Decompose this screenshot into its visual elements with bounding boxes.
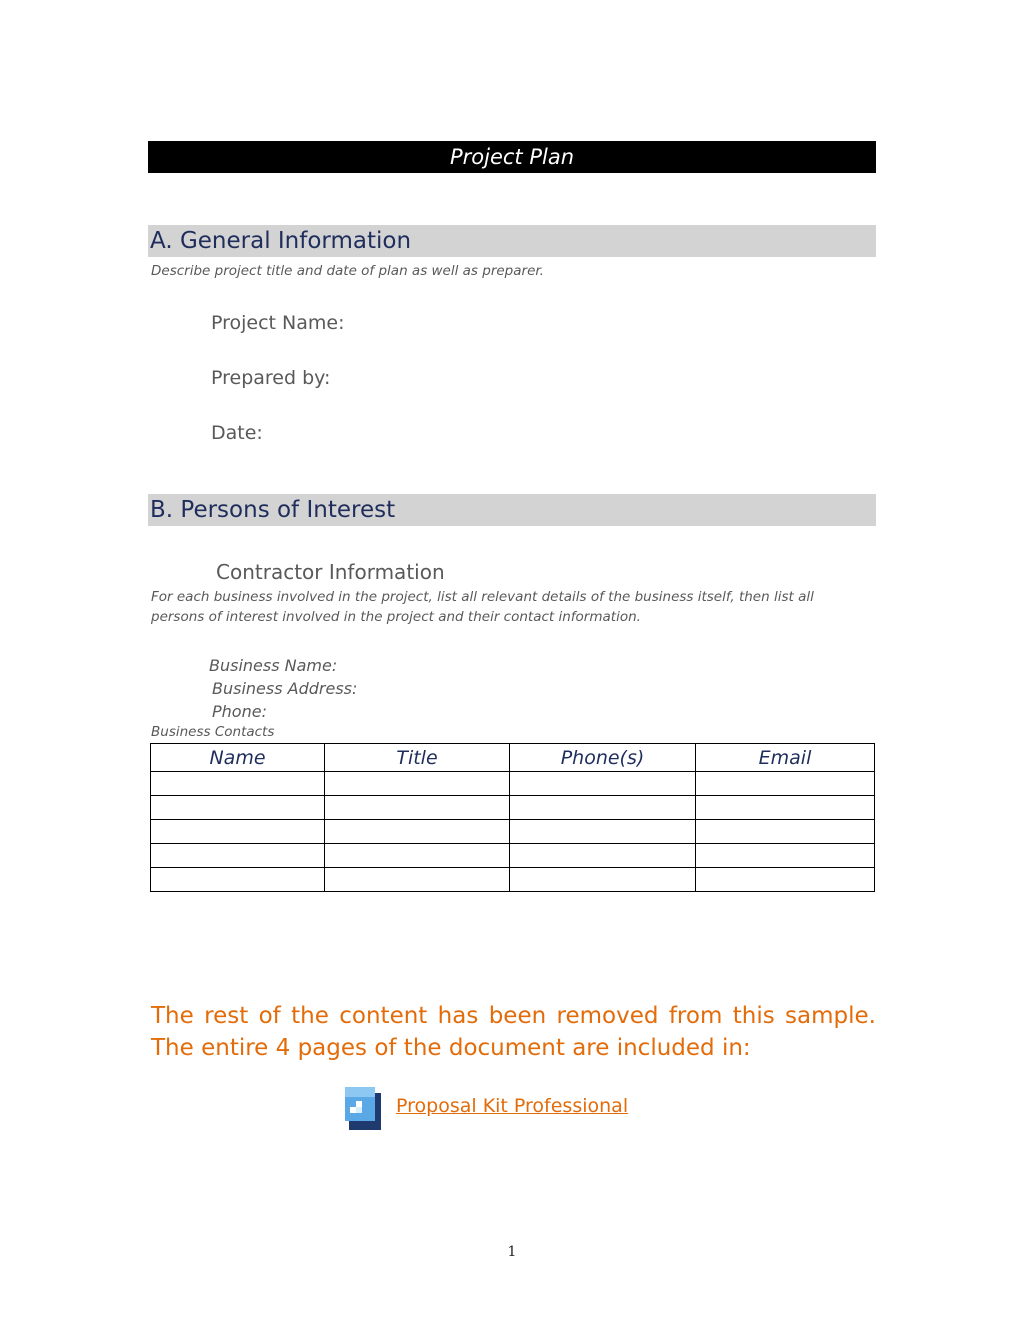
business-contacts-caption: Business Contacts bbox=[151, 724, 275, 740]
table-cell bbox=[696, 796, 875, 820]
table-cell bbox=[510, 820, 696, 844]
document-title: Project Plan bbox=[148, 141, 876, 173]
column-header-phones: Phone(s) bbox=[510, 744, 696, 772]
project-name-label: Project Name: bbox=[211, 312, 345, 334]
contractor-information-heading: Contractor Information bbox=[216, 560, 445, 584]
proposal-kit-icon[interactable] bbox=[345, 1087, 381, 1130]
table-cell bbox=[696, 868, 875, 892]
business-contacts-table bbox=[150, 743, 875, 892]
section-a-description: Describe project title and date of plan as well as preparer. bbox=[151, 263, 544, 279]
column-header-title: Title bbox=[325, 744, 510, 772]
business-phone-label: Phone: bbox=[212, 702, 267, 721]
table-cell bbox=[696, 820, 875, 844]
table-row bbox=[151, 772, 875, 796]
proposal-kit-link[interactable]: Proposal Kit Professional bbox=[396, 1095, 629, 1117]
business-address-label: Business Address: bbox=[212, 679, 358, 698]
table-cell bbox=[151, 844, 325, 868]
table-row bbox=[151, 844, 875, 868]
table-cell bbox=[510, 772, 696, 796]
table-cell bbox=[151, 796, 325, 820]
table-cell bbox=[151, 820, 325, 844]
contacts-table-body bbox=[151, 772, 875, 892]
column-header-name: Name bbox=[151, 744, 325, 772]
table-cell bbox=[325, 772, 510, 796]
table-cell bbox=[151, 772, 325, 796]
table-cell bbox=[325, 868, 510, 892]
column-header-email: Email bbox=[696, 744, 875, 772]
section-b-description: For each business involved in the project, list all relevant details of the business itself, then list all persons of interest involved in the project and their contact information. bbox=[151, 589, 814, 625]
section-a-heading: A. General Information bbox=[148, 225, 876, 257]
table-cell bbox=[151, 868, 325, 892]
section-b-heading: B. Persons of Interest bbox=[148, 494, 876, 526]
table-row bbox=[151, 796, 875, 820]
table-row bbox=[151, 868, 875, 892]
table-cell bbox=[510, 844, 696, 868]
prepared-by-label: Prepared by: bbox=[211, 367, 331, 389]
table-cell bbox=[325, 844, 510, 868]
table-row bbox=[151, 820, 875, 844]
table-cell bbox=[510, 796, 696, 820]
table-cell bbox=[325, 796, 510, 820]
table-cell bbox=[696, 844, 875, 868]
date-label: Date: bbox=[211, 422, 263, 444]
table-header-row bbox=[151, 744, 875, 772]
sample-notice: The rest of the content has been removed from this sample. The entire 4 pages of the document are included in: bbox=[151, 1003, 876, 1061]
table-cell bbox=[510, 868, 696, 892]
page-number: 1 bbox=[507, 1244, 517, 1260]
table-cell bbox=[696, 772, 875, 796]
table-cell bbox=[325, 820, 510, 844]
business-name-label: Business Name: bbox=[209, 656, 338, 675]
